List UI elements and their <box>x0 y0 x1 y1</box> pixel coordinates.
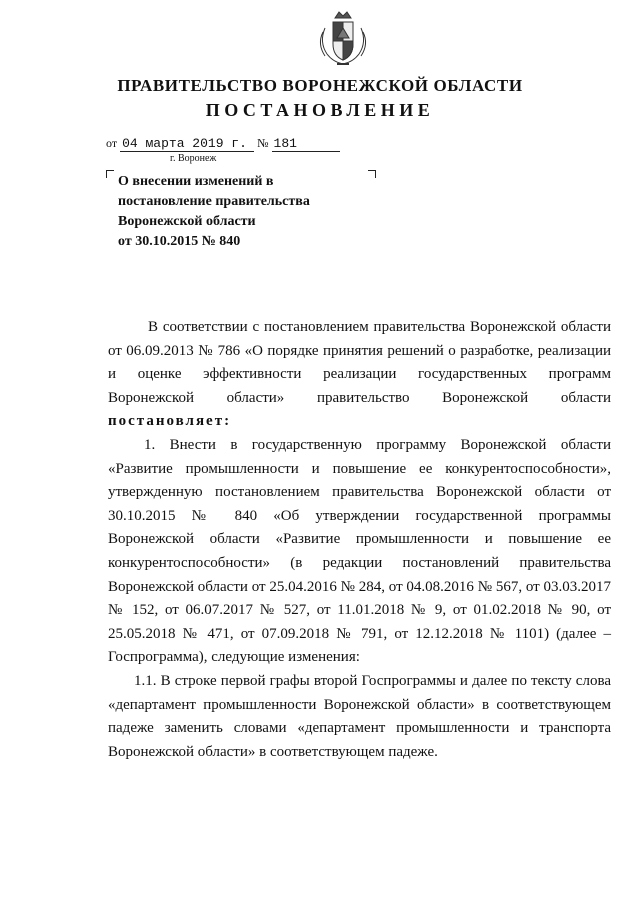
date-prefix: от <box>106 136 118 150</box>
subject-line: О внесении изменений в <box>118 174 274 189</box>
number-prefix: № <box>257 136 269 150</box>
item-1-1-paragraph: 1.1. В строке первой графы второй Госпрограммы и далее по тексту слова «департамент промышленности Воронежской области» в соответствующем падеже заменить словами «департамент промышленности и транспорта Воронежской области» в соответствующем падеже. <box>108 672 611 760</box>
document-body <box>108 316 611 764</box>
document-meta <box>106 136 340 152</box>
subject-line: Воронежской области <box>118 214 256 229</box>
decree-word: постановляет: <box>108 413 232 430</box>
organization-title: ПРАВИТЕЛЬСТВО ВОРОНЕЖСКОЙ ОБЛАСТИ <box>117 76 523 95</box>
subject-bracket-right <box>368 170 376 178</box>
subject-line: постановление правительства <box>118 194 310 209</box>
document-number: 181 <box>272 136 340 152</box>
subject-line: от 30.10.2015 № 840 <box>118 234 241 249</box>
preamble-paragraph <box>108 316 611 434</box>
document-type-title: ПОСТАНОВЛЕНИЕ <box>205 100 435 120</box>
preamble-text: В соответствии с постановлением правительства Воронежской области от 06.09.2013 № 786 «О порядке принятия решений о разработке, реализации и оценке эффективности реализации государственных программ Воронежской области» правительство Воронежской области <box>108 319 611 406</box>
document-subject <box>118 172 310 252</box>
document-date: 04 марта 2019 г. <box>120 136 254 152</box>
coat-of-arms-icon <box>315 8 371 70</box>
document-city: г. Воронеж <box>170 153 217 164</box>
subject-bracket-left <box>106 170 114 178</box>
item-1-paragraph: 1. Внести в государственную программу Воронежской области «Развитие промышленности и повышение ее конкурентоспособности», утвержденную постановлением правительства Воронежской области от 30.10.2015 № 840 «Об утверждении государственной программы Воронежской области «Развитие промышленности и повышение ее конкурентоспособности» (в редакции постановлений правительства Воронежской области от 25.04.2016 № 284, от 04.08.2016 № 567, от 03.03.2017 № 152, от 06.07.2017 № 527, от 11.01.2018 № 9, от 01.02.2018 № 90, от 25.05.2018 № 471, от 07.09.2018 № 791, от 12.12.2018 № 1101) (далее – Госпрограмма), следующие изменения: <box>108 436 611 666</box>
